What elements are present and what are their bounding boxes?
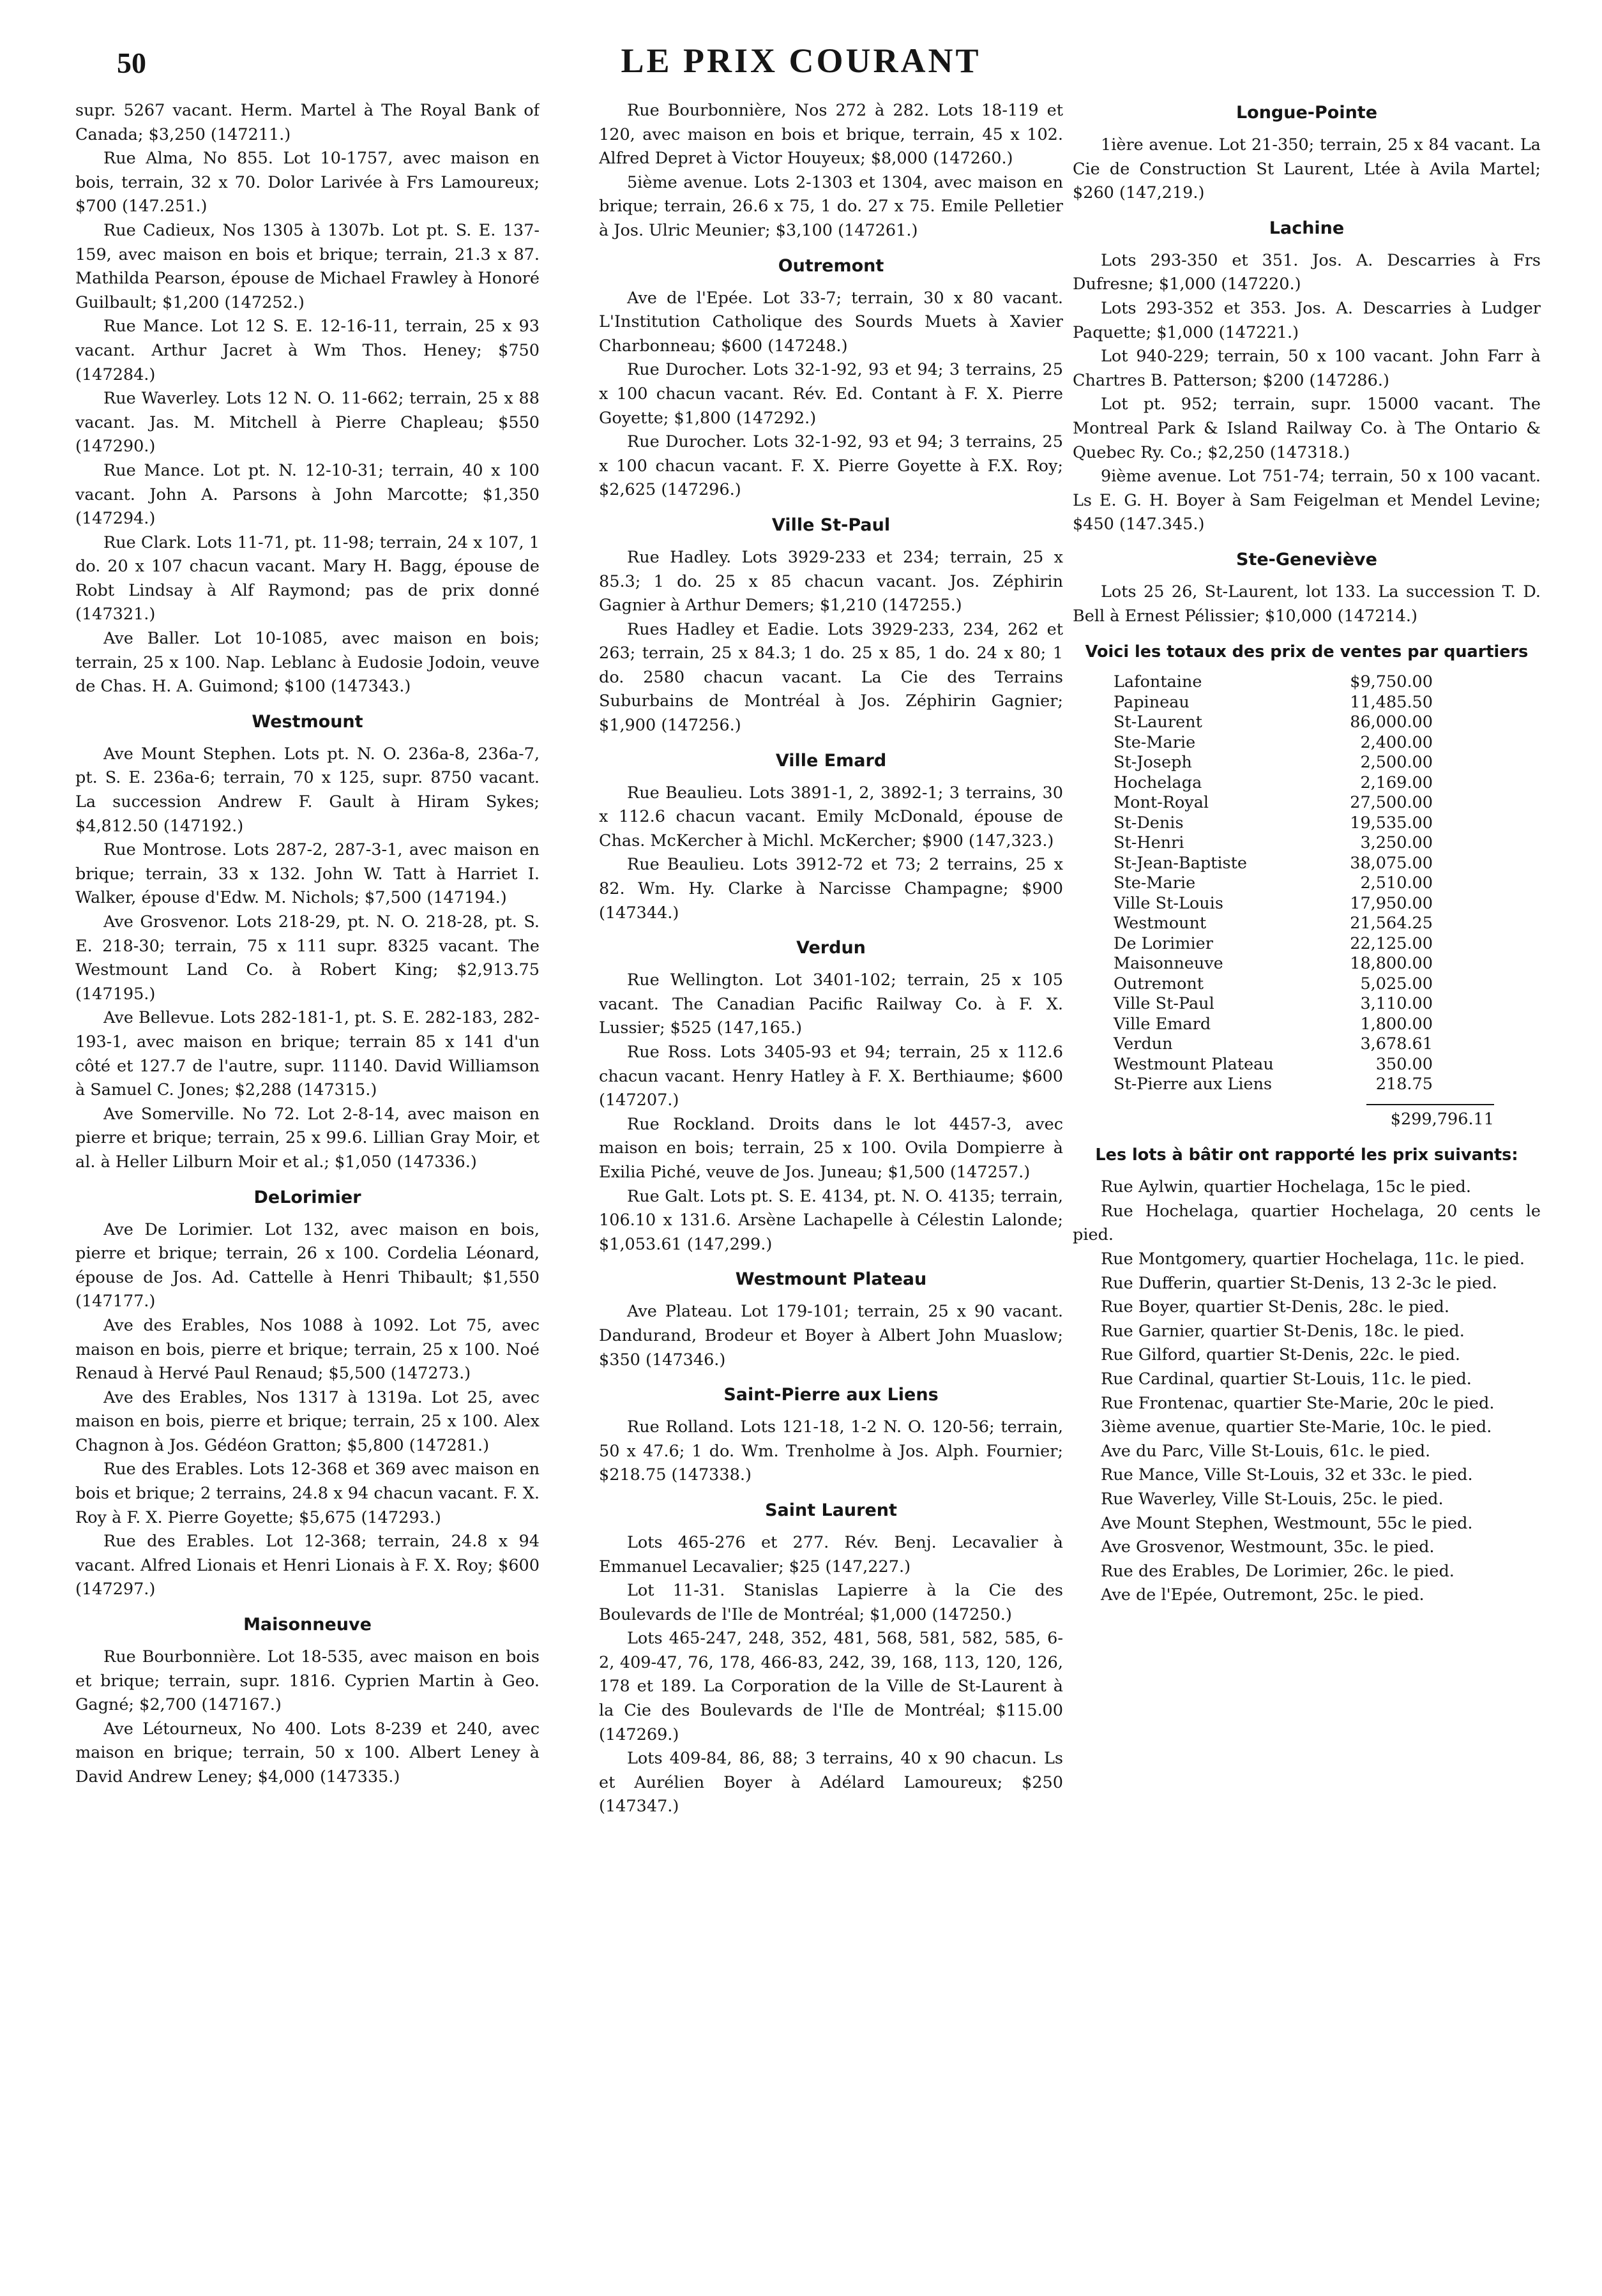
transaction-entry: 1ière avenue. Lot 21-350; terrain, 25 x 84 vacant. La Cie de Construction St Laurent, Ltée à Avila Martel; $260 (147,219.) [1073,135,1541,203]
quartier-total: 19,535.00 [1350,813,1433,833]
quartier-total: 3,110.00 [1360,994,1433,1014]
quartier-name: Outremont [1114,974,1204,993]
transaction-entry: Rue Mance. Lot 12 S. E. 12-16-11, terrain, 25 x 93 vacant. Arthur Jacret à Wm Thos. Heney; $750 (147284.) [75,317,540,384]
lot-price-entry: Rue Gilford, quartier St-Denis, 22c. le pied. [1101,1345,1460,1365]
lot-price-entry: 3ième avenue, quartier Ste-Marie, 10c. le pied. [1101,1417,1492,1437]
quartier-name: St-Laurent [1114,713,1202,732]
quartier-name: Papineau [1114,692,1190,712]
quartier-total: 17,950.00 [1350,893,1433,913]
quartier-name: St-Denis [1114,813,1184,833]
totals-row [1114,793,1433,813]
totals-row [1114,1055,1433,1075]
transaction-entry: Rue Hadley. Lots 3929-233 et 234; terrain, 25 x 85.3; 1 do. 25 x 85 chacun vacant. Jos. Zéphirin Gagnier à Arthur Demers; $1,210 (147255.) [599,547,1063,616]
totals-row [1114,854,1433,874]
quartier-name: St-Joseph [1114,753,1192,773]
transaction-entry: Lots 465-276 et 277. Rév. Benj. Lecavalier à Emmanuel Lecavalier; $25 (147,227.) [599,1532,1063,1576]
section-heading: Longue-Pointe [1236,103,1378,123]
lot-price-entry: Rue des Erables, De Lorimier, 26c. le pied. [1101,1561,1455,1581]
totals-row [1114,994,1433,1015]
totals-heading: Voici les totaux des prix de ventes par quartiers [1085,642,1529,662]
transaction-entry: Rue Durocher. Lots 32-1-92, 93 et 94; 3 terrains, 25 x 100 chacun vacant. Rév. Ed. Contant à F. X. Pierre Goyette; $1,800 (147292.) [599,360,1063,428]
quartier-name: Hochelaga [1114,773,1202,792]
transaction-entry: Rue Beaulieu. Lots 3891-1, 2, 3892-1; 3 terrains, 30 x 112.6 chacun vacant. Emily McDonald, épouse de Chas. McKercher à Michl. McKercher; $900 (147,323.) [599,783,1063,850]
transaction-entry: Rue Clark. Lots 11-71, pt. 11-98; terrain, 24 x 107, 1 do. 20 x 107 chacun vacant. Mary H. Bagg, épouse de Robt Lindsay à Alf Raymond; pas de prix donné (147321.) [75,532,540,624]
section-heading: Saint-Pierre aux Liens [723,1385,939,1405]
lots-heading: Les lots à bâtir ont rapporté les prix suivants: [1095,1145,1518,1165]
page-number: 50 [117,47,146,79]
totals-row [1114,733,1433,753]
transaction-entry: Ave des Erables, Nos 1088 à 1092. Lot 75, avec maison en bois, pierre et brique; terrain, 25 x 100. Noé Renaud à Hervé Paul Renaud; $5,500 (147273.) [75,1315,540,1384]
quartier-total: 2,169.00 [1360,773,1433,792]
transaction-entry: Rue Galt. Lots pt. S. E. 4134, pt. N. O. 4135; terrain, 106.10 x 131.6. Arsène Lachapelle à Célestin Lalonde; $1,053.61 (147,299.) [599,1186,1063,1254]
lot-price-entry: Ave du Parc, Ville St-Louis, 61c. le pied. [1101,1441,1431,1461]
transaction-entry: Lots 293-352 et 353. Jos. A. Descarries à Ludger Paquette; $1,000 (147221.) [1073,298,1541,342]
totals-row [1114,773,1433,794]
quartier-name: De Lorimier [1114,933,1213,953]
transaction-entry: Ave Somerville. No 72. Lot 2-8-14, avec maison en pierre et brique; terrain, 25 x 99.6. Lillian Gray Moir, et al. à Heller Lilburn Moir et al.; $1,050 (147336.) [75,1104,540,1172]
transaction-entry: Rue Rolland. Lots 121-18, 1-2 N. O. 120-56; terrain, 50 x 47.6; 1 do. Wm. Trenholme à Jos. Alph. Fournier; $218.75 (147338.) [599,1417,1063,1485]
quartier-name: Westmount Plateau [1114,1054,1274,1074]
lot-price-entry: Rue Frontenac, quartier Ste-Marie, 20c le pied. [1101,1393,1495,1413]
transaction-entry: Rue Bourbonnière, Nos 272 à 282. Lots 18-119 et 120, avec maison en bois et brique, terrain, 45 x 102. Alfred Depret à Victor Houyeux; $8,000 (147260.) [599,101,1063,169]
quartier-total: 5,025.00 [1360,974,1433,993]
quartier-total: 86,000.00 [1350,713,1433,732]
transaction-entry: Rue Durocher. Lots 32-1-92, 93 et 94; 3 terrains, 25 x 100 chacun vacant. F. X. Pierre Goyette à F.X. Roy; $2,625 (147296.) [599,432,1063,500]
totals-row [1114,1075,1433,1095]
section-heading: Maisonneuve [243,1615,372,1635]
transaction-entry: Ave Létourneux, No 400. Lots 8-239 et 240, avec maison en brique; terrain, 50 x 100. Albert Leney à David Andrew Leney; $4,000 (147335.) [75,1719,540,1786]
totals-row [1114,672,1433,693]
quartier-total: 1,800.00 [1360,1014,1433,1034]
totals-row [1114,873,1433,894]
lot-price-entry: Rue Aylwin, quartier Hochelaga, 15c le pied. [1101,1177,1471,1197]
totals-row [1114,693,1433,713]
grand-total: $299,796.11 [1366,1104,1494,1132]
lot-price-entry: Ave de l'Epée, Outremont, 25c. le pied. [1101,1585,1424,1605]
transaction-entry: Ave Grosvenor. Lots 218-29, pt. N. O. 218-28, pt. S. E. 218-30; terrain, 75 x 111 supr. 8325 vacant. The Westmount Land Co. à Robert King; $2,913.75 (147195.) [75,912,540,1004]
section-heading: Ste-Geneviève [1236,549,1377,570]
lot-price-entry: Rue Dufferin, quartier St-Denis, 13 2-3c le pied. [1101,1273,1497,1293]
section-heading: DeLorimier [253,1187,361,1207]
lot-price-entry: Ave Grosvenor, Westmount, 35c. le pied. [1101,1537,1435,1557]
quartier-total: 38,075.00 [1350,853,1433,873]
transaction-entry: Rue Montrose. Lots 287-2, 287-3-1, avec maison en brique; terrain, 33 x 132. John W. Tatt à Harriet I. Walker, épouse d'Edw. M. Nichols; $7,500 (147194.) [75,840,540,908]
totals-row [1114,813,1433,834]
totals-row [1114,833,1433,854]
quartier-total: 350.00 [1375,1054,1433,1074]
totals-table [1114,672,1433,1095]
section-heading: Outremont [778,255,884,276]
quartier-name: Lafontaine [1114,672,1202,692]
lot-price-entry: Rue Mance, Ville St-Louis, 32 et 33c. le pied. [1101,1465,1473,1485]
transaction-entry: Rue Waverley. Lots 12 N. O. 11-662; terrain, 25 x 88 vacant. Jas. M. Mitchell à Pierre Chapleau; $550 (147290.) [75,389,540,457]
lot-price-entry: Rue Hochelaga, quartier Hochelaga, 20 cents le pied. [1073,1201,1541,1245]
section-heading: Westmount [252,711,363,732]
quartier-name: Ville St-Paul [1114,994,1214,1014]
quartier-total: 2,500.00 [1360,753,1433,773]
section-heading: Ville Emard [775,750,887,771]
quartier-total: 27,500.00 [1350,793,1433,813]
quartier-name: St-Henri [1114,833,1184,853]
totals-row [1114,753,1433,773]
quartier-total: 2,400.00 [1360,732,1433,752]
quartier-total: 11,485.50 [1350,692,1433,712]
transaction-entry: Ave De Lorimier. Lot 132, avec maison en bois, pierre et brique; terrain, 26 x 100. Cordelia Léonard, épouse de Jos. Ad. Cattelle à Henri Thibault; $1,550 (147177.) [75,1220,540,1311]
totals-row [1114,1034,1433,1055]
section-heading: Westmount Plateau [735,1269,927,1290]
section-heading: Saint Laurent [765,1500,897,1520]
totals-row [1114,713,1433,733]
transaction-entry: supr. 5267 vacant. Herm. Martel à The Royal Bank of Canada; $3,250 (147211.) [75,101,540,144]
transaction-entry: Ave Bellevue. Lots 282-181-1, pt. S. E. 282-183, 282-193-1, avec maison en brique; terrain 85 x 141 d'un côté et 127.7 de l'autre, supr. 11140. David Williamson à Samuel C. Jones; $2,288 (147315.) [75,1008,540,1100]
transaction-entry: Ave Plateau. Lot 179-101; terrain, 25 x 90 vacant. Dandurand, Brodeur et Boyer à Albert John Muaslow; $350 (147346.) [599,1302,1063,1370]
transaction-entry: Lot pt. 952; terrain, supr. 15000 vacant. The Montreal Park & Island Railway Co. à The Ontario & Quebec Ry. Co.; $2,250 (147318.) [1073,395,1541,462]
quartier-name: Westmount [1114,914,1207,933]
lot-price-entry: Rue Garnier, quartier St-Denis, 18c. le pied. [1101,1321,1465,1341]
transaction-entry: Rue Rockland. Droits dans le lot 4457-3, avec maison en bois; terrain, 25 x 100. Ovila Dompierre à Exilia Piché, veuve de Jos. Juneau; $1,500 (147257.) [599,1114,1063,1182]
quartier-name: Ste-Marie [1114,732,1196,752]
transaction-entry: Rue Cadieux, Nos 1305 à 1307b. Lot pt. S. E. 137-159, avec maison en bois et brique; terrain, 21.3 x 87. Mathilda Pearson, épouse de Michael Frawley à Honoré Guilbault; $1,200 (147252.) [75,220,540,312]
transaction-entry: Rue Bourbonnière. Lot 18-535, avec maison en bois et brique; terrain, supr. 1816. Cyprien Martin à Geo. Gagné; $2,700 (147167.) [75,1647,540,1715]
section-heading: Lachine [1269,218,1345,238]
transaction-entry: Lots 25 26, St-Laurent, lot 133. La succession T. D. Bell à Ernest Pélissier; $10,000 (147214.) [1073,582,1541,626]
quartier-total: 18,800.00 [1350,954,1433,974]
transaction-entry: Ave des Erables, Nos 1317 à 1319a. Lot 25, avec maison en bois, pierre et brique; terrain, 25 x 100. Alex Chagnon à Jos. Gédéon Gratton; $5,800 (147281.) [75,1387,540,1455]
quartier-name: St-Jean-Baptiste [1114,853,1247,873]
quartier-total: 3,678.61 [1360,1034,1433,1054]
quartier-name: Verdun [1114,1034,1173,1054]
transaction-entry: Rue Alma, No 855. Lot 10-1757, avec maison en bois, terrain, 32 x 70. Dolor Larivée à Frs Lamoureux; $700 (147.251.) [75,149,540,216]
lot-price-entry: Rue Waverley, Ville St-Louis, 25c. le pied. [1101,1489,1444,1509]
transaction-entry: Rue Beaulieu. Lots 3912-72 et 73; 2 terrains, 25 x 82. Wm. Hy. Clarke à Narcisse Champagne; $900 (147344.) [599,855,1063,923]
transaction-entry: Lots 293-350 et 351. Jos. A. Descarries à Frs Dufresne; $1,000 (147220.) [1073,250,1541,294]
transaction-entry: Rues Hadley et Eadie. Lots 3929-233, 234, 262 et 263; terrain, 25 x 84.3; 1 do. 25 x 85, 1 do. 24 x 80; 1 do. 2580 chacun vacant. La Cie des Terrains Suburbains de Montréal à Jos. Zéphirin Gagnier; $1,900 (147256.) [599,619,1063,736]
transaction-entry: Rue des Erables. Lots 12-368 et 369 avec maison en bois et brique; 2 terrains, 24.8 x 94 chacun vacant. F. X. Roy à F. X. Pierre Goyette; $5,675 (147293.) [75,1460,540,1527]
quartier-name: St-Pierre aux Liens [1114,1075,1273,1094]
transaction-entry: Ave de l'Epée. Lot 33-7; terrain, 30 x 80 vacant. L'Institution Catholique des Sourds Muets à Xavier Charbonneau; $600 (147248.) [599,288,1063,356]
transaction-entry: Lot 11-31. Stanislas Lapierre à la Cie des Boulevards de l'Ile de Montréal; $1,000 (147250.) [599,1581,1063,1624]
section-heading: Verdun [796,938,866,958]
quartier-name: Ville St-Louis [1114,893,1223,913]
lot-price-entry: Ave Mount Stephen, Westmount, 55c le pied. [1101,1513,1473,1533]
lot-price-entry: Rue Cardinal, quartier St-Louis, 11c. le pied. [1101,1369,1472,1389]
running-title: LE PRIX COURANT [621,42,981,80]
quartier-total: 218.75 [1375,1075,1433,1094]
totals-row [1114,894,1433,914]
transaction-entry: Ave Baller. Lot 10-1085, avec maison en bois; terrain, 25 x 100. Nap. Leblanc à Eudosie Jodoin, veuve de Chas. H. A. Guimond; $100 (147343.) [75,629,540,697]
lot-price-entry: Rue Montgomery, quartier Hochelaga, 11c. le pied. [1101,1249,1525,1269]
transaction-entry: Rue Wellington. Lot 3401-102; terrain, 25 x 105 vacant. The Canadian Pacific Railway Co. à F. X. Lussier; $525 (147,165.) [599,971,1063,1038]
quartier-total: 3,250.00 [1360,833,1433,853]
transaction-entry: Lots 465-247, 248, 352, 481, 568, 581, 582, 585, 6-2, 409-47, 76, 178, 466-83, 242, 39, 168, 113, 120, 126, 178 et 189. La Corporation de la Ville de St-Laurent à la Cie des Boulevards de l'Ile de Montréal; $115.00 (147269.) [599,1629,1063,1744]
transaction-entry: Rue Mance. Lot pt. N. 12-10-31; terrain, 40 x 100 vacant. John A. Parsons à John Marcotte; $1,350 (147294.) [75,460,540,529]
lot-price-entry: Rue Boyer, quartier St-Denis, 28c. le pied. [1101,1297,1449,1317]
transaction-entry: 5ième avenue. Lots 2-1303 et 1304, avec maison en brique; terrain, 26.6 x 75, 1 do. 27 x 75. Emile Pelletier à Jos. Ulric Meunier; $3,100 (147261.) [599,172,1063,240]
quartier-name: Maisonneuve [1114,954,1223,974]
totals-row [1114,1015,1433,1035]
transaction-entry: Lots 409-84, 86, 88; 3 terrains, 40 x 90 chacun. Ls et Aurélien Boyer à Adélard Lamoureux; $250 (147347.) [599,1749,1063,1816]
quartier-name: Ste-Marie [1114,873,1196,893]
quartier-total: 21,564.25 [1350,914,1433,933]
transaction-entry: Rue Ross. Lots 3405-93 et 94; terrain, 25 x 112.6 chacun vacant. Henry Hatley à F. X. Berthiaume; $600 (147207.) [599,1043,1063,1110]
transaction-entry: Lot 940-229; terrain, 50 x 100 vacant. John Farr à Chartres B. Patterson; $200 (147286.) [1073,347,1541,390]
totals-row [1114,974,1433,995]
quartier-total: 2,510.00 [1360,873,1433,893]
column-2 [599,99,1063,2283]
section-heading: Ville St-Paul [771,515,891,535]
totals-row [1114,914,1433,934]
quartier-name: Ville Emard [1114,1014,1211,1034]
column-3 [1073,99,1541,2283]
transaction-entry: Ave Mount Stephen. Lots pt. N. O. 236a-8, 236a-7, pt. S. E. 236a-6; terrain, 70 x 125, supr. 8750 vacant. La succession Andrew F. Gault à Hiram Sykes; $4,812.50 (147192.) [75,744,540,836]
quartier-total: 22,125.00 [1350,933,1433,953]
totals-row [1114,934,1433,955]
quartier-name: Mont-Royal [1114,793,1209,813]
quartier-total: $9,750.00 [1350,672,1433,692]
transaction-entry: 9ième avenue. Lot 751-74; terrain, 50 x 100 vacant. Ls E. G. H. Boyer à Sam Feigelman et Mendel Levine; $450 (147.345.) [1073,467,1541,534]
totals-row [1114,954,1433,974]
column-1 [75,99,540,2283]
transaction-entry: Rue des Erables. Lot 12-368; terrain, 24.8 x 94 vacant. Alfred Lionais et Henri Lionais à F. X. Roy; $600 (147297.) [75,1532,540,1599]
